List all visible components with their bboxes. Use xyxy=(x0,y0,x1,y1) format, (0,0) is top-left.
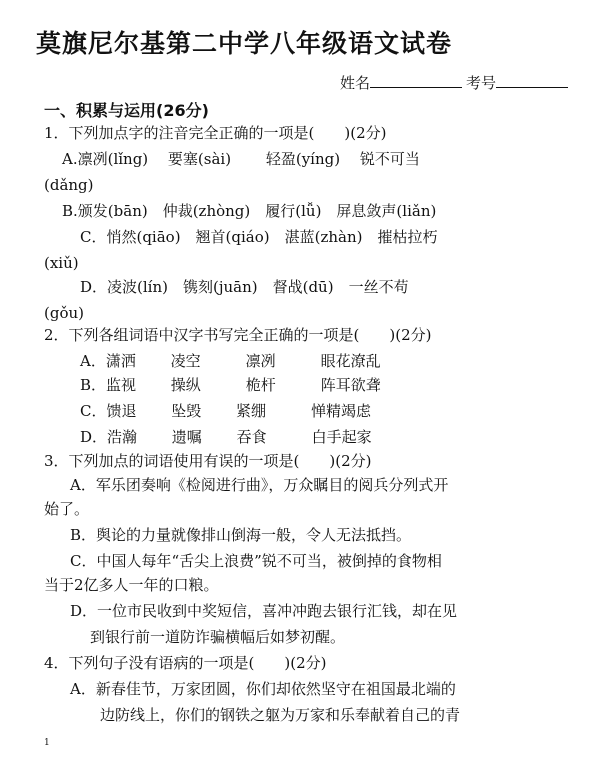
q4-option-a-cont: 边防线上，你们的钢铁之躯为万家和乐奉献着自己的青 xyxy=(100,706,461,724)
number-label: 考号 xyxy=(465,74,496,92)
section-heading: 一、积累与运用(26分) xyxy=(44,101,209,120)
q2-stem: 2．下列各组词语中汉字书写完全正确的一项是( )(2分) xyxy=(44,326,432,344)
q3-stem: 3．下列加点的词语使用有误的一项是( )(2分) xyxy=(44,452,372,470)
q2-option-c: C．馈退 坠毁 紧绷 惮精竭虑 xyxy=(80,402,372,420)
q1-option-a-cont: (dǎng) xyxy=(44,176,94,194)
number-blank[interactable] xyxy=(496,73,568,88)
page-number: 1 xyxy=(44,738,50,748)
q3-option-d: D．一位市民收到中奖短信，喜冲冲跑去银行汇钱，却在见 xyxy=(70,602,458,620)
q2-option-d: D．浩瀚 遗嘱 吞食 白手起家 xyxy=(80,428,372,446)
q1-option-b: B.颁发(bān) 仲裁(zhòng) 履行(lǚ) 屏息敛声(liǎn) xyxy=(62,202,437,220)
q1-option-d: D．凌波(lín) 镌刻(juān) 督战(dū) 一丝不苟 xyxy=(80,278,409,296)
q4-option-a: A．新春佳节，万家团圆，你们却依然坚守在祖国最北端的 xyxy=(70,680,456,698)
q1-option-c: C．悄然(qiāo) 翘首(qiáo) 湛蓝(zhàn) 摧枯拉朽 xyxy=(80,228,438,246)
name-blank[interactable] xyxy=(370,73,462,88)
q3-option-d-cont: 到银行前一道防诈骗横幅后如梦初醒。 xyxy=(90,628,346,646)
q3-option-c-cont: 当于2亿多人一年的口粮。 xyxy=(44,576,219,594)
q3-option-b: B．舆论的力量就像排山倒海一般，令人无法抵挡。 xyxy=(70,526,412,544)
q2-option-b: B．监视 操纵 桅杆 阵耳欲聋 xyxy=(80,376,381,394)
q3-option-c: C．中国人每年“舌尖上浪费”锐不可当，被倒掉的食物相 xyxy=(70,552,442,570)
q3-option-a: A．军乐团奏响《检阅进行曲》，万众瞩目的阅兵分列式开 xyxy=(70,476,449,494)
q1-option-c-cont: (xiǔ) xyxy=(44,254,79,272)
q2-option-a: A．潇洒 凌空 凛冽 眼花潦乱 xyxy=(80,352,381,370)
name-label: 姓名 xyxy=(339,74,370,92)
q1-stem: 1．下列加点字的注音完全正确的一项是( )(2分) xyxy=(44,124,387,142)
q1-option-a: A.凛冽(lǐng) 要塞(sài) 轻盈(yíng) 锐不可当 xyxy=(62,150,420,168)
q3-option-a-cont: 始了。 xyxy=(44,500,90,518)
q1-option-d-cont: (gǒu) xyxy=(44,304,84,322)
exam-title: 莫旗尼尔基第二中学八年级语文试卷 xyxy=(36,29,453,58)
q4-stem: 4．下列句子没有语病的一项是( )(2分) xyxy=(44,654,327,672)
student-info xyxy=(340,72,568,93)
